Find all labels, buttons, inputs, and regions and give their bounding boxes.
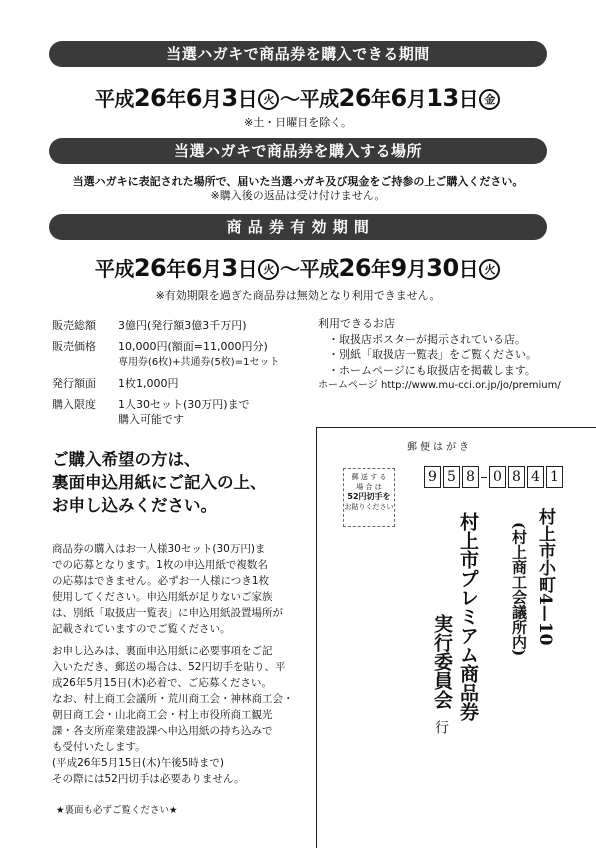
postal-code-boxes — [424, 466, 565, 488]
address-line-1: 村上市小町4—10 — [535, 508, 555, 646]
purchase-limit-row — [52, 397, 279, 427]
see-reverse-note: ★裏面も必ずご覧ください★ — [56, 805, 178, 816]
sales-total-row — [52, 318, 279, 333]
zip-digit: 8 — [462, 466, 479, 488]
validity-period-banner: 商 品 券 有 効 期 間 — [49, 214, 547, 240]
address-line-2: (村上商工会議所内) — [510, 522, 528, 657]
info-value: 1枚1,000円 — [118, 377, 179, 390]
expiry-note: ※有効期限を過ぎた商品券は無効となり利用できません。 — [155, 289, 441, 302]
recipient-line-2: 実行委員会 — [431, 614, 453, 709]
weekend-note: ※土・日曜日を除く。 — [244, 116, 352, 129]
info-value: 10,000円(額面=11,000円分) 専用券(6枚)+共通券(5枚)=1セット — [118, 340, 280, 368]
purchase-place-banner: 当選ハガキで商品券を購入する場所 — [49, 138, 547, 164]
validity-period-dates: 平成26年6月3日 火 〜平成26年9月30日 火 — [0, 254, 596, 283]
zip-digit: 1 — [546, 466, 563, 488]
postcard-title: 郵便はがき — [407, 442, 472, 453]
purchase-period-dates: 平成26年6月3日 火 〜平成26年6月13日 金 — [0, 84, 596, 113]
face-value-row — [52, 376, 279, 391]
honorific: 行 — [433, 720, 449, 734]
apply-paragraph-1: 商品券の購入はお一人様30セット(30万円)ま での応募となります。1枚の申込用紙で複数名 の応募はできません。必ずお一人様につき1枚 使用してください。申込用紙が足りないご家族 は、別紙「取扱店一覧表」に申込用紙設置場所が 記載されていますのでご覧ください。 — [52, 543, 283, 635]
participating-stores — [318, 316, 561, 394]
postcard — [316, 427, 596, 848]
stores-item: ・取扱店ポスターが掲示されている店。 — [328, 332, 526, 346]
zip-digit: 9 — [424, 466, 441, 488]
info-value: 3億円(発行額3億3千万円) — [118, 319, 247, 332]
apply-paragraph-2: お申し込みは、裏面申込用紙に必要事項をご記 入いただき、郵送の場合は、52円切手を貼り、平 成26年5月15日(木)必着で、ご応募ください。 なお、村上商工会議所・荒川商工会・神林商工会・ 朝日商工会・山北商工会・村上市役所商工観光 課・各支所産業建設課へ申込用紙の持ち込みで も受付いたします。 (平成26年5月15日(木)午後5時まで) その際には52円切手は必要ありません。 — [52, 645, 294, 785]
info-label: 発行額面 — [52, 377, 96, 390]
stamp-area: 郵 送 す る 場 合 は 52円切手を お貼りください — [343, 468, 395, 527]
zip-digit: 8 — [508, 466, 525, 488]
sales-price-row — [52, 339, 279, 370]
zip-separator — [481, 477, 487, 478]
zip-digit: 0 — [489, 466, 506, 488]
recipient-line-1: 村上市プレミアム商品券 — [457, 512, 479, 721]
purchase-place-text: 当選ハガキに表記された場所で、届いた当選ハガキ及び現金をご持参の上ご購入ください。 — [72, 175, 524, 188]
zip-digit: 5 — [443, 466, 460, 488]
stores-title: 利用できるお店 — [318, 317, 395, 330]
stores-item: ・ホームページにも取扱店を掲載します。 — [328, 363, 536, 377]
apply-heading: ご購入希望の方は、 裏面申込用紙にご記入の上、 お申し込みください。 — [52, 450, 267, 515]
info-value: 1人30セット(30万円)まで 購入可能です — [118, 398, 250, 426]
info-label: 販売価格 — [52, 340, 96, 353]
stores-item: ・別紙「取扱店一覧表」をご覧ください。 — [328, 348, 537, 361]
info-label: 販売総額 — [52, 319, 96, 332]
homepage-url[interactable]: ホームページ http://www.mu-cci.or.jp/jo/premium/ — [318, 380, 561, 391]
info-label: 購入限度 — [52, 398, 96, 411]
no-returns-note: ※購入後の返品は受け付けません。 — [210, 189, 386, 202]
purchase-period-banner: 当選ハガキで商品券を購入できる期間 — [49, 41, 547, 67]
zip-digit: 4 — [527, 466, 544, 488]
sales-info — [52, 318, 279, 433]
